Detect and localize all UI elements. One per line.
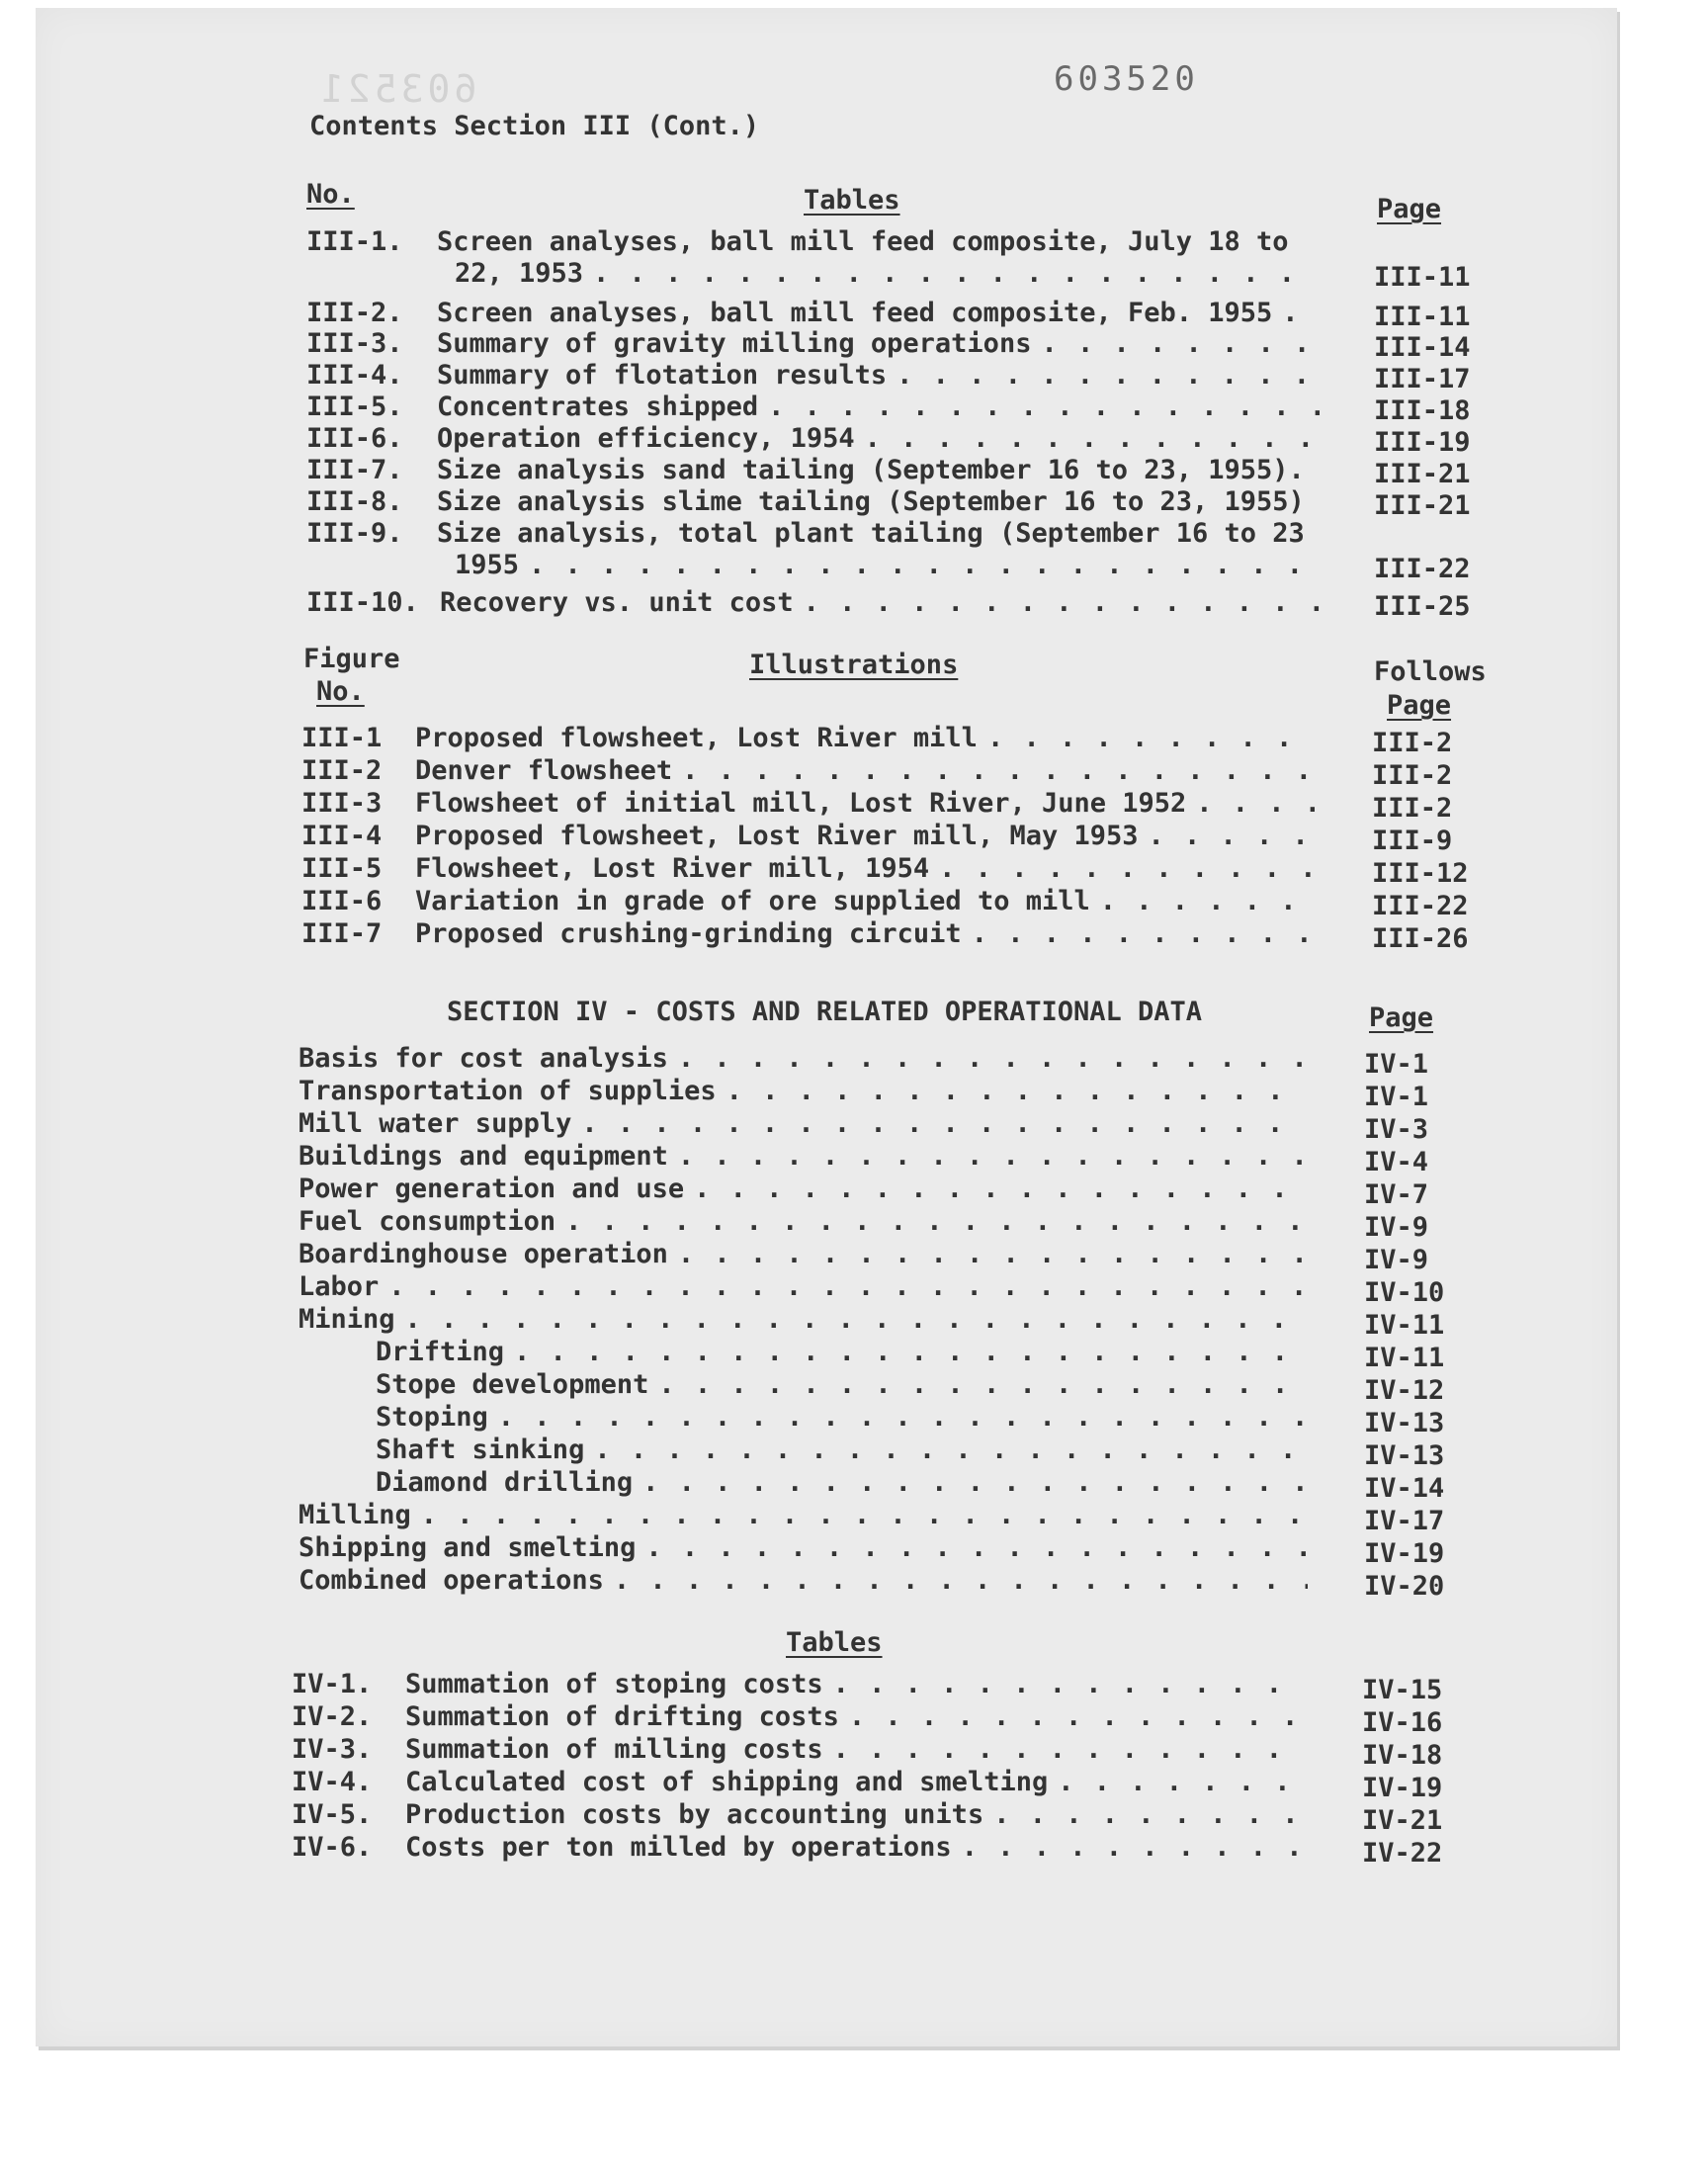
page-reference: III-21 bbox=[1374, 490, 1471, 521]
bleed-through-number: 603521 bbox=[317, 67, 477, 111]
illustrations-col-no-2: No. bbox=[316, 676, 365, 707]
page-reference: IV-3 bbox=[1364, 1114, 1429, 1145]
page-reference: III-18 bbox=[1374, 395, 1471, 426]
tables-iv-heading: Tables bbox=[786, 1627, 883, 1658]
section-iv-row bbox=[299, 1531, 1318, 1565]
dot-leader bbox=[658, 1368, 1308, 1402]
table-title: Concentrates shipped bbox=[437, 392, 759, 422]
dot-leader bbox=[405, 1303, 1308, 1337]
dot-leader bbox=[939, 852, 1315, 886]
table-title: Calculated cost of shipping and smelting bbox=[405, 1767, 1049, 1797]
figure-title: Proposed flowsheet, Lost River mill bbox=[415, 723, 978, 753]
page-reference: IV-9 bbox=[1364, 1245, 1429, 1275]
table-title: Screen analyses, ball mill feed composite, July 18 to bbox=[437, 226, 1289, 257]
page-reference: IV-11 bbox=[1364, 1310, 1445, 1341]
tables-iv-row bbox=[292, 1733, 1310, 1767]
page-reference: III-2 bbox=[1372, 793, 1453, 824]
illustration-row bbox=[301, 820, 1324, 853]
tables-iii-row bbox=[306, 391, 1329, 424]
dot-leader bbox=[1315, 454, 1320, 487]
dot-leader bbox=[514, 1336, 1308, 1369]
table-number: III-9. bbox=[306, 518, 403, 549]
tables-iii-row bbox=[306, 517, 1329, 551]
figure-number: III-6 bbox=[301, 886, 383, 916]
topic-title: Shipping and smelting bbox=[299, 1532, 637, 1563]
dot-leader bbox=[594, 1434, 1308, 1467]
section-iv-row bbox=[299, 1238, 1318, 1271]
page-reference: IV-1 bbox=[1364, 1082, 1429, 1112]
tables-iii-row bbox=[306, 586, 1329, 620]
dot-leader bbox=[529, 549, 1320, 582]
section-iv-row bbox=[299, 1042, 1318, 1076]
dot-leader bbox=[678, 1140, 1308, 1174]
section-iv-row bbox=[299, 1075, 1318, 1108]
figure-number: III-2 bbox=[301, 755, 383, 786]
table-number: III-5. bbox=[306, 392, 403, 422]
page-reference: IV-10 bbox=[1364, 1277, 1445, 1308]
page-reference: III-26 bbox=[1372, 923, 1469, 954]
illustration-row bbox=[301, 722, 1324, 755]
figure-number: III-3 bbox=[301, 788, 383, 819]
illustration-row bbox=[301, 852, 1324, 886]
dot-leader bbox=[1100, 885, 1315, 918]
figure-title: Variation in grade of ore supplied to mill bbox=[415, 886, 1090, 916]
dot-leader bbox=[694, 1173, 1308, 1206]
section-iv-row bbox=[299, 1564, 1318, 1598]
topic-title: Basis for cost analysis bbox=[299, 1043, 668, 1074]
dot-leader bbox=[581, 1107, 1308, 1141]
illustration-row bbox=[301, 787, 1324, 821]
page-reference: III-9 bbox=[1372, 826, 1453, 856]
dot-leader bbox=[498, 1401, 1308, 1435]
table-title: Size analysis slime tailing (September 16 to 23, 1955) bbox=[437, 486, 1305, 517]
tables-iii-col-page: Page bbox=[1377, 194, 1442, 224]
section-iv-row bbox=[299, 1303, 1318, 1337]
tables-iv-row bbox=[292, 1798, 1310, 1832]
table-title: Production costs by accounting units bbox=[405, 1799, 984, 1830]
illustrations-col-page-2: Page bbox=[1387, 690, 1452, 721]
dot-leader bbox=[1196, 787, 1315, 821]
page-reference: IV-17 bbox=[1364, 1506, 1445, 1536]
tables-iii-row bbox=[306, 297, 1329, 330]
section-iv-row bbox=[376, 1368, 1318, 1402]
section-iv-row bbox=[299, 1270, 1318, 1304]
dot-leader bbox=[987, 722, 1315, 755]
tables-iii-col-no: No. bbox=[306, 179, 355, 210]
topic-title: Mining bbox=[299, 1304, 395, 1335]
section-iv-row bbox=[376, 1434, 1318, 1467]
dot-leader bbox=[865, 422, 1320, 456]
table-number: III-6. bbox=[306, 423, 403, 454]
dot-leader bbox=[1282, 297, 1320, 330]
topic-title: Fuel consumption bbox=[299, 1206, 556, 1237]
page-reference: III-2 bbox=[1372, 728, 1453, 758]
table-number: III-7. bbox=[306, 455, 403, 485]
page-reference: IV-11 bbox=[1364, 1343, 1445, 1373]
figure-title: Proposed flowsheet, Lost River mill, May 1953 bbox=[415, 821, 1139, 851]
page-reference: III-11 bbox=[1374, 302, 1471, 332]
page-reference: III-21 bbox=[1374, 459, 1471, 489]
table-number: IV-3. bbox=[292, 1734, 373, 1765]
dot-leader bbox=[678, 1238, 1308, 1271]
dot-leader bbox=[993, 1798, 1300, 1832]
tables-iii-row bbox=[306, 422, 1329, 456]
figure-number: III-4 bbox=[301, 821, 383, 851]
section-iv-row bbox=[299, 1205, 1318, 1239]
page-reference: III-11 bbox=[1374, 262, 1471, 293]
dot-leader bbox=[726, 1075, 1308, 1108]
table-title: Size analysis, total plant tailing (September 16 to 23 bbox=[437, 518, 1305, 549]
dot-leader bbox=[962, 1831, 1300, 1865]
page-reference: IV-19 bbox=[1362, 1773, 1443, 1803]
page-reference: IV-15 bbox=[1362, 1675, 1443, 1705]
dot-leader bbox=[972, 917, 1315, 951]
table-number: IV-4. bbox=[292, 1767, 373, 1797]
table-title: Summary of flotation results bbox=[437, 360, 888, 391]
section-iv-heading: SECTION IV - COSTS AND RELATED OPERATIONAL DATA bbox=[447, 997, 1203, 1027]
page-reference: III-2 bbox=[1372, 760, 1453, 791]
dot-leader bbox=[768, 391, 1320, 424]
section-iv-row bbox=[376, 1336, 1318, 1369]
table-number: III-2. bbox=[306, 298, 403, 328]
page-reference: IV-18 bbox=[1362, 1740, 1443, 1771]
section-iv-row bbox=[376, 1401, 1318, 1435]
page-reference: IV-4 bbox=[1364, 1147, 1429, 1177]
table-title: Summary of gravity milling operations bbox=[437, 328, 1032, 359]
section-iv-col-page: Page bbox=[1369, 1002, 1434, 1033]
figure-title: Flowsheet, Lost River mill, 1954 bbox=[415, 853, 930, 884]
topic-title: Diamond drilling bbox=[376, 1467, 634, 1498]
section-iv-row bbox=[299, 1107, 1318, 1141]
table-title: Size analysis sand tailing (September 16 to 23, 1955). bbox=[437, 455, 1305, 485]
table-title-continued: 22, 1953 . . . bbox=[455, 257, 1329, 291]
page-reference: IV-19 bbox=[1364, 1538, 1445, 1569]
tables-iv-row bbox=[292, 1700, 1310, 1734]
table-number: III-8. bbox=[306, 486, 403, 517]
tables-iv-row bbox=[292, 1766, 1310, 1799]
dot-leader bbox=[642, 1466, 1308, 1500]
page-reference: III-12 bbox=[1372, 858, 1469, 889]
table-title: Summation of stoping costs bbox=[405, 1669, 823, 1699]
page-reference: IV-20 bbox=[1364, 1571, 1445, 1602]
page-reference: III-19 bbox=[1374, 427, 1471, 458]
section-iv-row bbox=[299, 1140, 1318, 1174]
table-number: III-10. bbox=[306, 587, 419, 618]
page-reference: IV-7 bbox=[1364, 1179, 1429, 1210]
table-title: Costs per ton milled by operations bbox=[405, 1832, 952, 1863]
topic-title: Buildings and equipment bbox=[299, 1141, 668, 1172]
table-number: IV-1. bbox=[292, 1669, 373, 1699]
dot-leader bbox=[678, 1042, 1308, 1076]
page-reference: III-25 bbox=[1374, 591, 1471, 622]
table-number: IV-2. bbox=[292, 1701, 373, 1732]
dot-leader bbox=[804, 586, 1320, 620]
figure-title: Denver flowsheet bbox=[415, 755, 673, 786]
illustrations-col-no-1: Figure bbox=[303, 644, 400, 674]
table-title: Operation efficiency, 1954 bbox=[437, 423, 855, 454]
topic-title: Combined operations bbox=[299, 1565, 604, 1596]
table-number: IV-6. bbox=[292, 1832, 373, 1863]
topic-title: Stoping bbox=[376, 1402, 488, 1433]
page-stamp-number: 603520 bbox=[1054, 59, 1199, 99]
topic-title: Mill water supply bbox=[299, 1108, 572, 1139]
page-reference: IV-14 bbox=[1364, 1473, 1445, 1504]
dot-leader bbox=[421, 1499, 1308, 1532]
illustrations-heading: Illustrations bbox=[749, 650, 959, 680]
illustration-row bbox=[301, 917, 1324, 951]
table-number: III-3. bbox=[306, 328, 403, 359]
tables-iii-row bbox=[306, 359, 1329, 392]
figure-title: Flowsheet of initial mill, Lost River, June 1952 bbox=[415, 788, 1187, 819]
dot-leader bbox=[833, 1668, 1300, 1701]
dot-leader bbox=[897, 359, 1320, 392]
dot-leader bbox=[1315, 485, 1320, 519]
dot-leader bbox=[388, 1270, 1308, 1304]
topic-title: Boardinghouse operation bbox=[299, 1239, 668, 1269]
page-reference: IV-9 bbox=[1364, 1212, 1429, 1243]
table-number: III-4. bbox=[306, 360, 403, 391]
table-number: IV-5. bbox=[292, 1799, 373, 1830]
tables-iv-row bbox=[292, 1831, 1310, 1865]
dot-leader bbox=[645, 1531, 1308, 1565]
figure-title: Proposed crushing-grinding circuit bbox=[415, 918, 962, 949]
topic-title: Power generation and use bbox=[299, 1174, 685, 1204]
section-iv-row bbox=[299, 1499, 1318, 1532]
dot-leader bbox=[1041, 327, 1320, 361]
page-reference: IV-13 bbox=[1364, 1440, 1445, 1471]
topic-title: Labor bbox=[299, 1271, 380, 1302]
dot-leader bbox=[682, 754, 1315, 788]
section-iv-row bbox=[376, 1466, 1318, 1500]
page-reference: III-22 bbox=[1372, 891, 1469, 921]
table-title: Summation of milling costs bbox=[405, 1734, 823, 1765]
table-title: Summation of drifting costs bbox=[405, 1701, 839, 1732]
tables-iii-row bbox=[306, 454, 1329, 487]
topic-title: Transportation of supplies bbox=[299, 1076, 717, 1106]
page-reference: IV-13 bbox=[1364, 1408, 1445, 1438]
illustrations-col-page-1: Follows bbox=[1374, 656, 1487, 687]
dot-leader bbox=[593, 257, 1320, 291]
page-reference: IV-1 bbox=[1364, 1049, 1429, 1080]
page-reference: IV-16 bbox=[1362, 1707, 1443, 1738]
page-reference: IV-22 bbox=[1362, 1838, 1443, 1869]
dot-leader bbox=[849, 1700, 1300, 1734]
illustration-row bbox=[301, 885, 1324, 918]
dot-leader bbox=[1058, 1766, 1300, 1799]
tables-iii-heading: Tables bbox=[804, 185, 900, 216]
dot-leader bbox=[833, 1733, 1300, 1767]
topic-title: Drifting bbox=[376, 1337, 505, 1367]
table-title: Screen analyses, ball mill feed composite, Feb. 1955 bbox=[437, 298, 1273, 328]
tables-iii-row bbox=[306, 225, 1329, 259]
figure-number: III-5 bbox=[301, 853, 383, 884]
topic-title: Milling bbox=[299, 1500, 411, 1530]
topic-title: Stope development bbox=[376, 1369, 649, 1400]
page-reference: IV-12 bbox=[1364, 1375, 1445, 1406]
dot-leader bbox=[614, 1564, 1308, 1598]
dot-leader bbox=[1149, 820, 1316, 853]
figure-number: III-1 bbox=[301, 723, 383, 753]
topic-title: Shaft sinking bbox=[376, 1435, 585, 1465]
table-number: III-1. bbox=[306, 226, 403, 257]
table-title-continued: 1955 . . . bbox=[455, 549, 1329, 582]
page-reference: IV-21 bbox=[1362, 1805, 1443, 1836]
illustration-row bbox=[301, 754, 1324, 788]
tables-iv-row bbox=[292, 1668, 1310, 1701]
tables-iii-row bbox=[306, 485, 1329, 519]
table-title: Recovery vs. unit cost bbox=[440, 587, 794, 618]
page-reference: III-22 bbox=[1374, 554, 1471, 584]
section-iv-row bbox=[299, 1173, 1318, 1206]
page-reference: III-14 bbox=[1374, 332, 1471, 363]
figure-number: III-7 bbox=[301, 918, 383, 949]
dot-leader bbox=[565, 1205, 1308, 1239]
page-reference: III-17 bbox=[1374, 364, 1471, 394]
tables-iii-row bbox=[306, 327, 1329, 361]
page-header: Contents Section III (Cont.) bbox=[309, 111, 760, 141]
